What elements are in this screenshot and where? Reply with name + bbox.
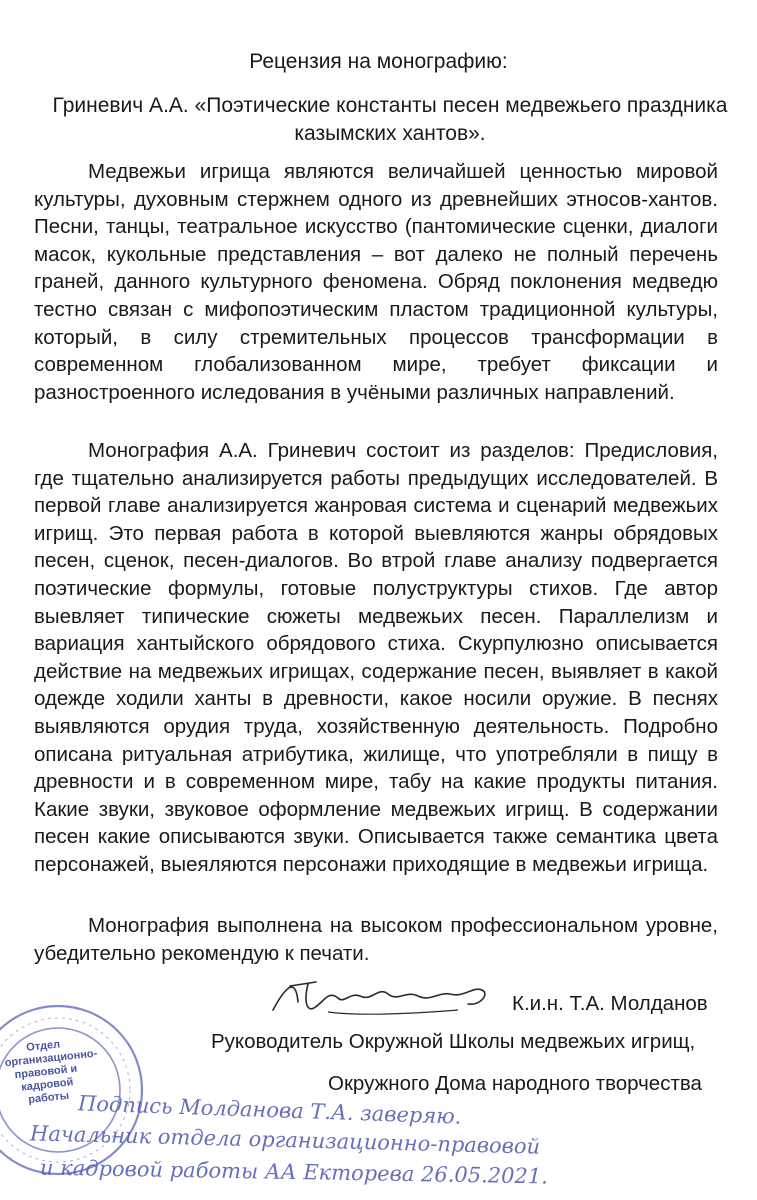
document-title: Рецензия на монографию: — [249, 50, 508, 73]
reviewer-name: К.и.н. Т.А. Молданов — [512, 992, 708, 1015]
handwritten-certification-line2: Начальник отдела организационно-правовой — [29, 1121, 541, 1159]
reviewer-role-line2: Окружного Дома народного творчества — [328, 1072, 702, 1095]
handwritten-certification-line3: и кадровой работы АА Екторева 26.05.2021. — [39, 1155, 549, 1189]
paragraph-conclusion: Монография выполнена на высоком профессиональном уровне, убедительно рекомендую к печати. — [34, 914, 718, 965]
handwritten-certification-line1: Подпись Молданова Т.А. заверяю. — [77, 1091, 462, 1129]
handwritten-signature — [268, 972, 498, 1022]
paragraph-structure: Монография А.А. Гриневич состоит из разделов: Предисловия, где тщательно анализируется работы предыдущих исследователей. В первой главе анализируется жанровая система и сценарий медвежьих игрищ. Это первая работа в которой выевляются жанры обрядовых песен, сценок, песен-диалогов. Во втрой главе анализу подвергается поэтические формулы, готовые полуструктуры стихов. Где автор выевляет типические сюжеты медвежьих песен. Параллелизм и вариация хантыйского обрядового стиха. Скурпулюзно описывается действие на медвежьих игрищах, содержание песен, выявляет в какой одежде ходили ханты в древности, какое носили оружие. В песнях выявляются орудия труда, хозяйственную деятельность. Подробно описана ритуальная атрибутика, жилище, что употребляли в пищу в древности и в современном мире, табу на какие продукты питания. Какие звуки, звуковое оформление медвежьих игрищ. В содержании песен какие описываются звуки. Описывается также семантика цвета персонажей, выеяляются персонажи приходящие в медвежьи игрища. — [34, 439, 718, 876]
document-subtitle: Гриневич А.А. «Поэтические константы песен медвежьего праздника казымских хантов». — [52, 94, 728, 145]
reviewer-role-line1: Руководитель Окружной Школы медвежьих игрищ, — [211, 1030, 696, 1053]
paragraph-intro: Медвежьи игрища являются величайшей ценностью мировой культуры, духовным стержнем одного из древнейших этносов-хантов. Песни, танцы, театральное искусство (пантомические сценки, диалоги масок, кукольные представления – вот далеко не полный перечень граней, данного культурного феномена. Обряд поклонения медведю тестно связан с мифопоэтическим пластом традиционной культуры, который, в силу стремительных процессов трансформации в современном глобализованном мире, требует фиксации и разностроенного иследования в учёными различных направлений. — [34, 160, 718, 404]
stamp-inner-text: Отдел организационно-правовой и кадровой работы — [4, 1038, 98, 1106]
